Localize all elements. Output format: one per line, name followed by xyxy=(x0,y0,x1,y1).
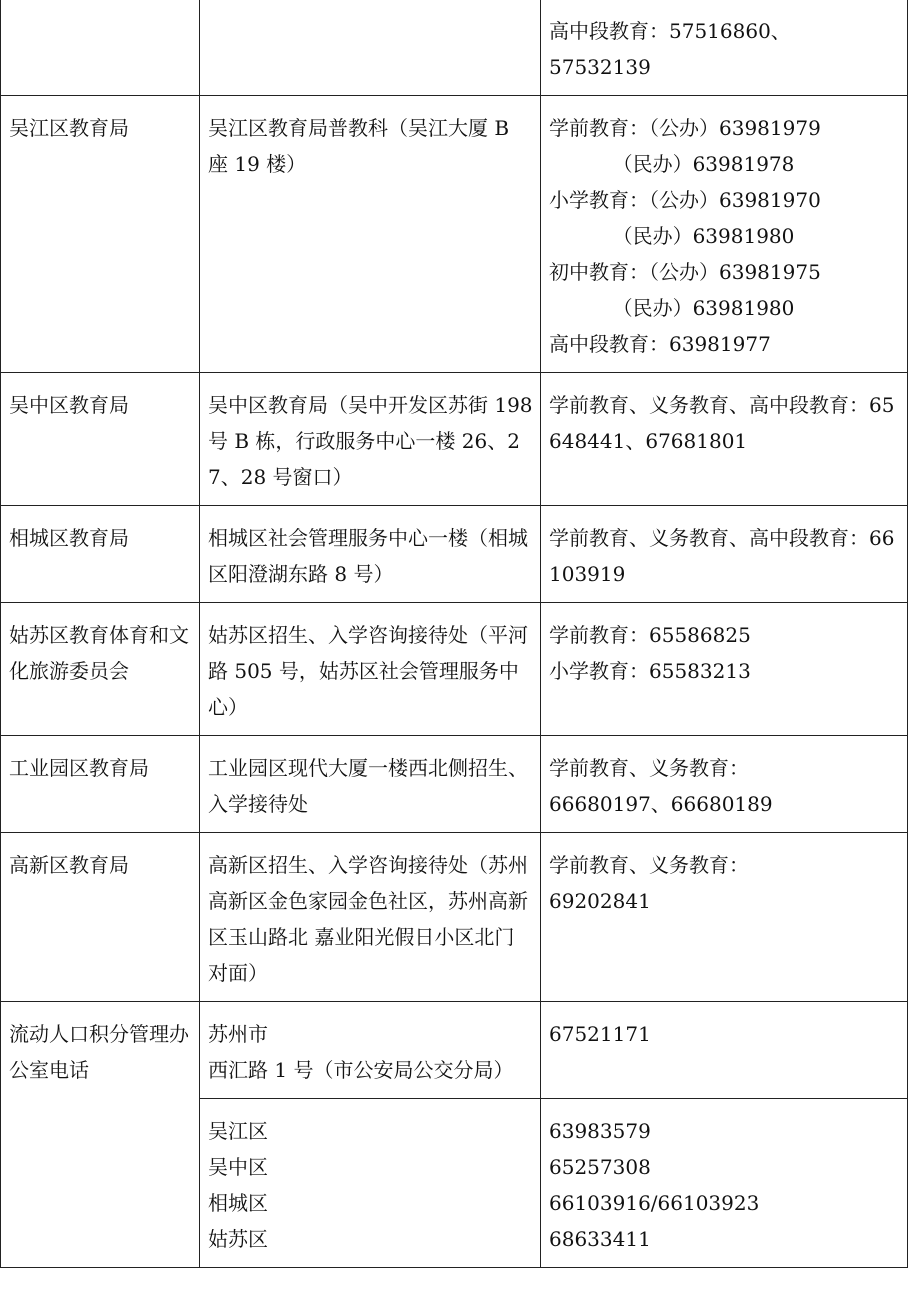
location-cell xyxy=(200,506,541,603)
office-cell: 吴中区教育局 xyxy=(1,373,200,506)
location-cell xyxy=(200,1002,541,1099)
phone-text: 学前教育、义务教育、高中段教育：66103919 xyxy=(549,526,895,586)
phone-line: （民办）63981980 xyxy=(549,224,795,248)
phone-line: （民办）63981978 xyxy=(549,152,795,176)
location-text: 相城区社会管理服务中心一楼（相城区阳澄湖东路 8 号） xyxy=(208,526,528,586)
table-row xyxy=(1,736,908,833)
phone-line: 57532139 xyxy=(549,55,651,79)
location-text: 工业园区现代大厦一楼西北侧招生、入学接待处 xyxy=(208,756,528,816)
location-cell xyxy=(200,96,541,373)
office-cell: 工业园区教育局 xyxy=(1,736,200,833)
location-cell xyxy=(200,603,541,736)
phone-line: 学前教育：65586825 xyxy=(549,623,751,647)
office-cell xyxy=(1,0,200,96)
location-line: 西汇路 1 号（市公安局公交分局） xyxy=(208,1058,514,1082)
office-cell: 高新区教育局 xyxy=(1,833,200,1002)
district-phone: 65257308 xyxy=(549,1155,651,1179)
phone-cell xyxy=(541,0,908,96)
district-phone: 66103916/66103923 xyxy=(549,1191,760,1215)
table-row xyxy=(1,96,908,373)
table-row xyxy=(1,373,908,506)
phone-line: 66680197、66680189 xyxy=(549,792,773,816)
location-text: 吴中区教育局（吴中开发区苏街 198 号 B 栋，行政服务中心一楼 26、27、28 号窗口） xyxy=(208,393,533,489)
office-cell xyxy=(1,1002,200,1268)
location-cell xyxy=(200,373,541,506)
phone-cell xyxy=(541,506,908,603)
phone-text: 学前教育、义务教育、高中段教育：65648441、67681801 xyxy=(549,393,895,453)
phone-cell: 67521171 xyxy=(541,1002,908,1099)
office-text: 姑苏区教育体育和文化旅游委员会 xyxy=(9,623,189,683)
location-line: 苏州市 xyxy=(208,1022,268,1046)
office-cell: 相城区教育局 xyxy=(1,506,200,603)
location-text: 吴江区教育局普教科（吴江大厦 B 座 19 楼） xyxy=(208,116,510,176)
location-text: 高新区招生、入学咨询接待处（苏州高新区金色家园金色社区，苏州高新区玉山路北 嘉业阳光假日小区北门对面） xyxy=(208,853,528,985)
phone-line: 学前教育、义务教育： xyxy=(549,853,749,877)
phone-line: 学前教育：（公办）63981979 xyxy=(549,116,821,140)
district-phone: 63983579 xyxy=(549,1119,651,1143)
phone-cell xyxy=(541,96,908,373)
table-row xyxy=(1,0,908,96)
phone-line: 高中段教育：63981977 xyxy=(549,332,771,356)
phone-line: 高中段教育：57516860、 xyxy=(549,19,791,43)
office-cell: 吴江区教育局 xyxy=(1,96,200,373)
location-cell xyxy=(200,833,541,1002)
district-list-cell xyxy=(200,1099,541,1268)
phone-line: 小学教育：（公办）63981970 xyxy=(549,188,821,212)
location-text: 姑苏区招生、入学咨询接待处（平河路 505 号，姑苏区社会管理服务中心） xyxy=(208,623,528,719)
location-cell xyxy=(200,0,541,96)
district-name: 吴中区 xyxy=(208,1155,268,1179)
phone-line: 初中教育：（公办）63981975 xyxy=(549,260,821,284)
district-phone-cell xyxy=(541,1099,908,1268)
table-row xyxy=(1,1002,908,1099)
district-name: 吴江区 xyxy=(208,1119,268,1143)
table-row xyxy=(1,506,908,603)
office-text: 流动人口积分管理办公室电话 xyxy=(9,1022,189,1082)
office-cell xyxy=(1,603,200,736)
phone-cell xyxy=(541,833,908,1002)
district-name: 相城区 xyxy=(208,1191,268,1215)
phone-cell xyxy=(541,736,908,833)
district-name: 姑苏区 xyxy=(208,1227,268,1251)
table-row xyxy=(1,603,908,736)
table-row xyxy=(1,833,908,1002)
phone-line: 69202841 xyxy=(549,889,651,913)
phone-line: 小学教育：65583213 xyxy=(549,659,751,683)
phone-line: 学前教育、义务教育： xyxy=(549,756,749,780)
location-cell xyxy=(200,736,541,833)
phone-cell xyxy=(541,603,908,736)
district-phone: 68633411 xyxy=(549,1227,651,1251)
phone-cell xyxy=(541,373,908,506)
phone-line: （民办）63981980 xyxy=(549,296,795,320)
